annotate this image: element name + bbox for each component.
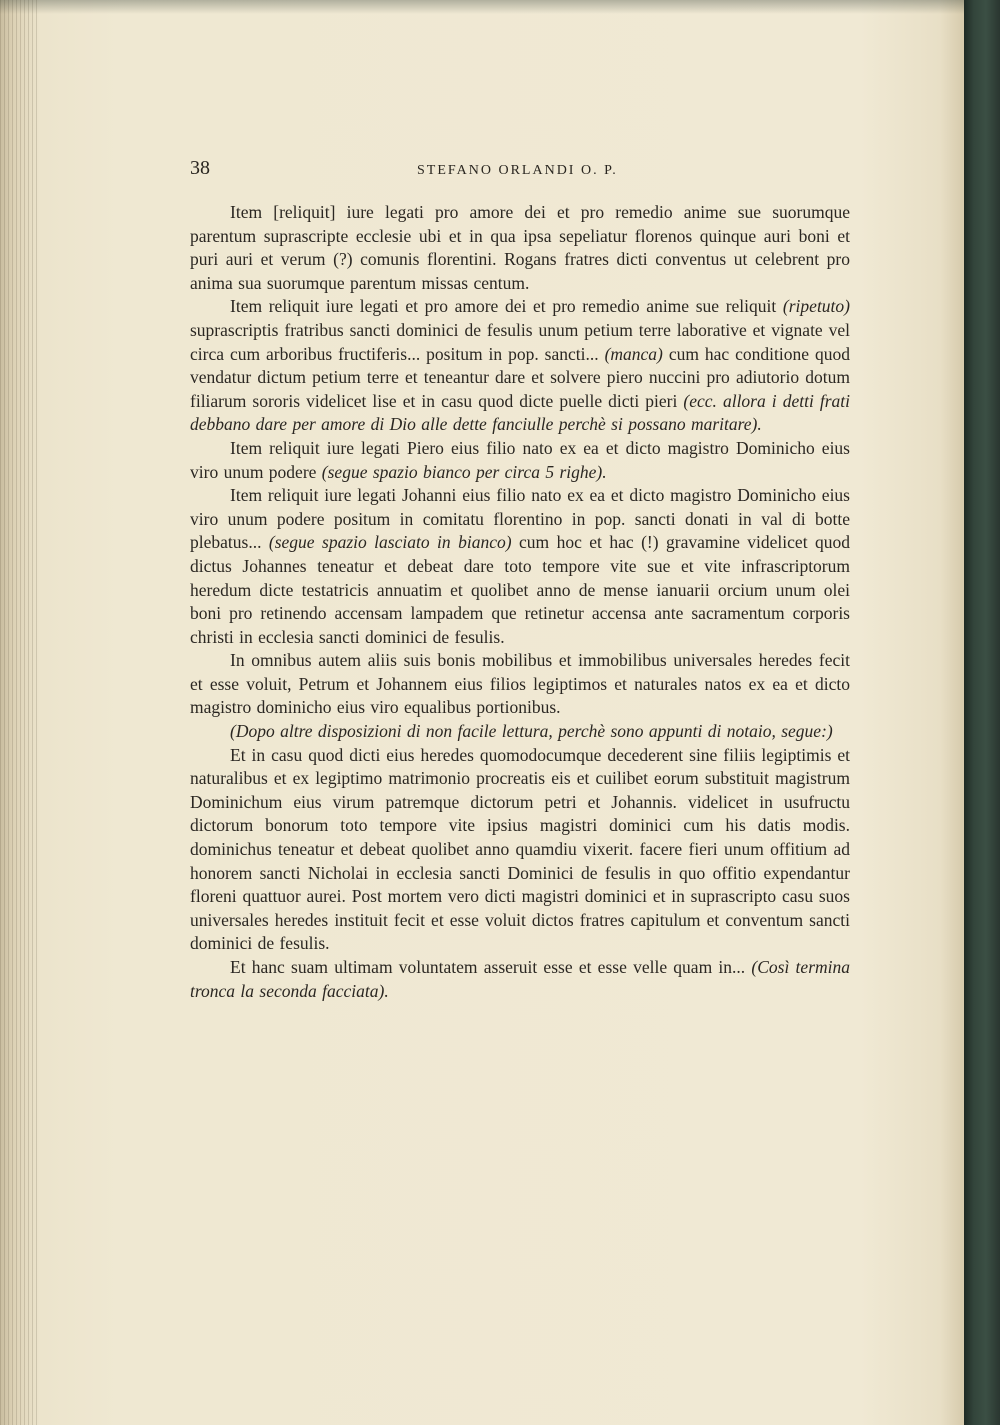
text-run: Et in casu quod dicti eius heredes quomodocumque decederent sine filiis legiptimis et naturalibus et ex legiptimo matrimonio procreatis eis et cuilibet eorum substituit magistrum Dominichum eius virum patremque dictorum petri et Johannis. videlicet in usufructu dictorum bonorum toto tempore vite ipsius magistri dominici cum his datis modis. dominichus teneatur et debeat quolibet anno quamdiu vixerit. facere fieri unum offitium ad honorem sancti Nicholai in ecclesia sancti Dominici de fesulis in quo offitio expendantur floreni quattuor aurei. Post mortem vero dicti magistri dominici et in suprascripto casu suos universales heredes instituit fecit et esse voluit dictos fratres capitulum et conventum sancti dominici de fesulis.	[190, 744, 850, 954]
body-text	[190, 201, 850, 1003]
paragraph	[190, 201, 850, 295]
paragraph	[190, 720, 850, 744]
text-run: Item reliquit iure legati et pro amore dei et pro remedio anime sue reliquit	[230, 296, 783, 317]
text-run: Item [reliquit] iure legati pro amore dei et pro remedio anime sue suorumque parentum suprascripte ecclesie ubi et in qua ipsa sepeliatur florenos quinque auri boni et puri auri et verum (?) comunis florentini. Rogans fratres dicti conventus ut celebrent pro anima sua suorumque parentum missas centum.	[190, 202, 850, 293]
italic-note: (segue spazio lasciato in bianco)	[268, 532, 512, 553]
paragraph	[190, 295, 850, 437]
running-head: STEFANO ORLANDI O. P.	[417, 163, 618, 178]
italic-note: (Dopo altre disposizioni di non facile lettura, perchè sono appunti di notaio, segue:)	[230, 721, 833, 742]
paragraph	[190, 744, 850, 956]
italic-note: (ecc. allora i detti frati debbano dare per amore di Dio alle dette fanciulle perchè si possano maritare).	[190, 390, 850, 435]
paragraph	[190, 649, 850, 720]
paragraph	[190, 484, 850, 649]
paragraph	[190, 437, 850, 484]
page-header	[190, 157, 850, 187]
text-run: Item reliquit iure legati Piero eius filio nato ex ea et dicto magistro Dominicho eius viro unum podere	[190, 437, 850, 482]
text-run: Item reliquit iure legati Johanni eius filio nato ex ea et dicto magistro Dominicho eius viro unum podere positum in comitatu florentino in pop. sancti donati in val di botte plebatus...	[190, 485, 850, 553]
page-number: 38	[190, 157, 210, 179]
italic-note: (ripetuto)	[782, 296, 850, 317]
text-run: Et hanc suam ultimam voluntatem asseruit esse et esse velle quam in...	[230, 957, 752, 977]
italic-note: (manca)	[604, 343, 663, 364]
paragraph	[190, 956, 850, 1003]
italic-note: (segue spazio bianco per circa 5 righe).	[321, 461, 607, 482]
text-run: In omnibus autem aliis suis bonis mobilibus et immobilibus universales heredes fecit et esse voluit, Petrum et Johannem eius filios legiptimos et naturales natos ex ea et dicto magistro dominicho eius viro equalibus portionibus.	[190, 650, 850, 718]
book-binding	[964, 0, 1000, 1425]
page-edges	[0, 0, 40, 1425]
text-run: cum hac conditione quod vendatur dictum petium terre et teneantur dare et solvere piero nuccini pro adiutorio dotum filiarum sororis videlicet lise et in casu quod dicte puelle dicti pieri	[190, 343, 850, 411]
text-run: suprascriptis fratribus sancti dominici de fesulis unum petium terre laborative et vignate vel circa cum arboribus fructiferis... positum in pop. sancti...	[190, 319, 850, 364]
top-shadow	[0, 0, 964, 14]
text-run: cum hoc et hac (!) gravamine videlicet quod dictus Johannes teneatur et debeat dare toto tempore vite sue et vite infrascriptorum heredum dicte testatricis annuatim et quolibet anno de mense ianuarii orcium unum olei boni pro retinendo accensam lampadem que retinetur accensa ante sacramentum corporis christi in ecclesia sancti dominici de fesulis.	[190, 532, 850, 647]
italic-note: (Così termina tronca la seconda facciata).	[190, 957, 851, 1001]
